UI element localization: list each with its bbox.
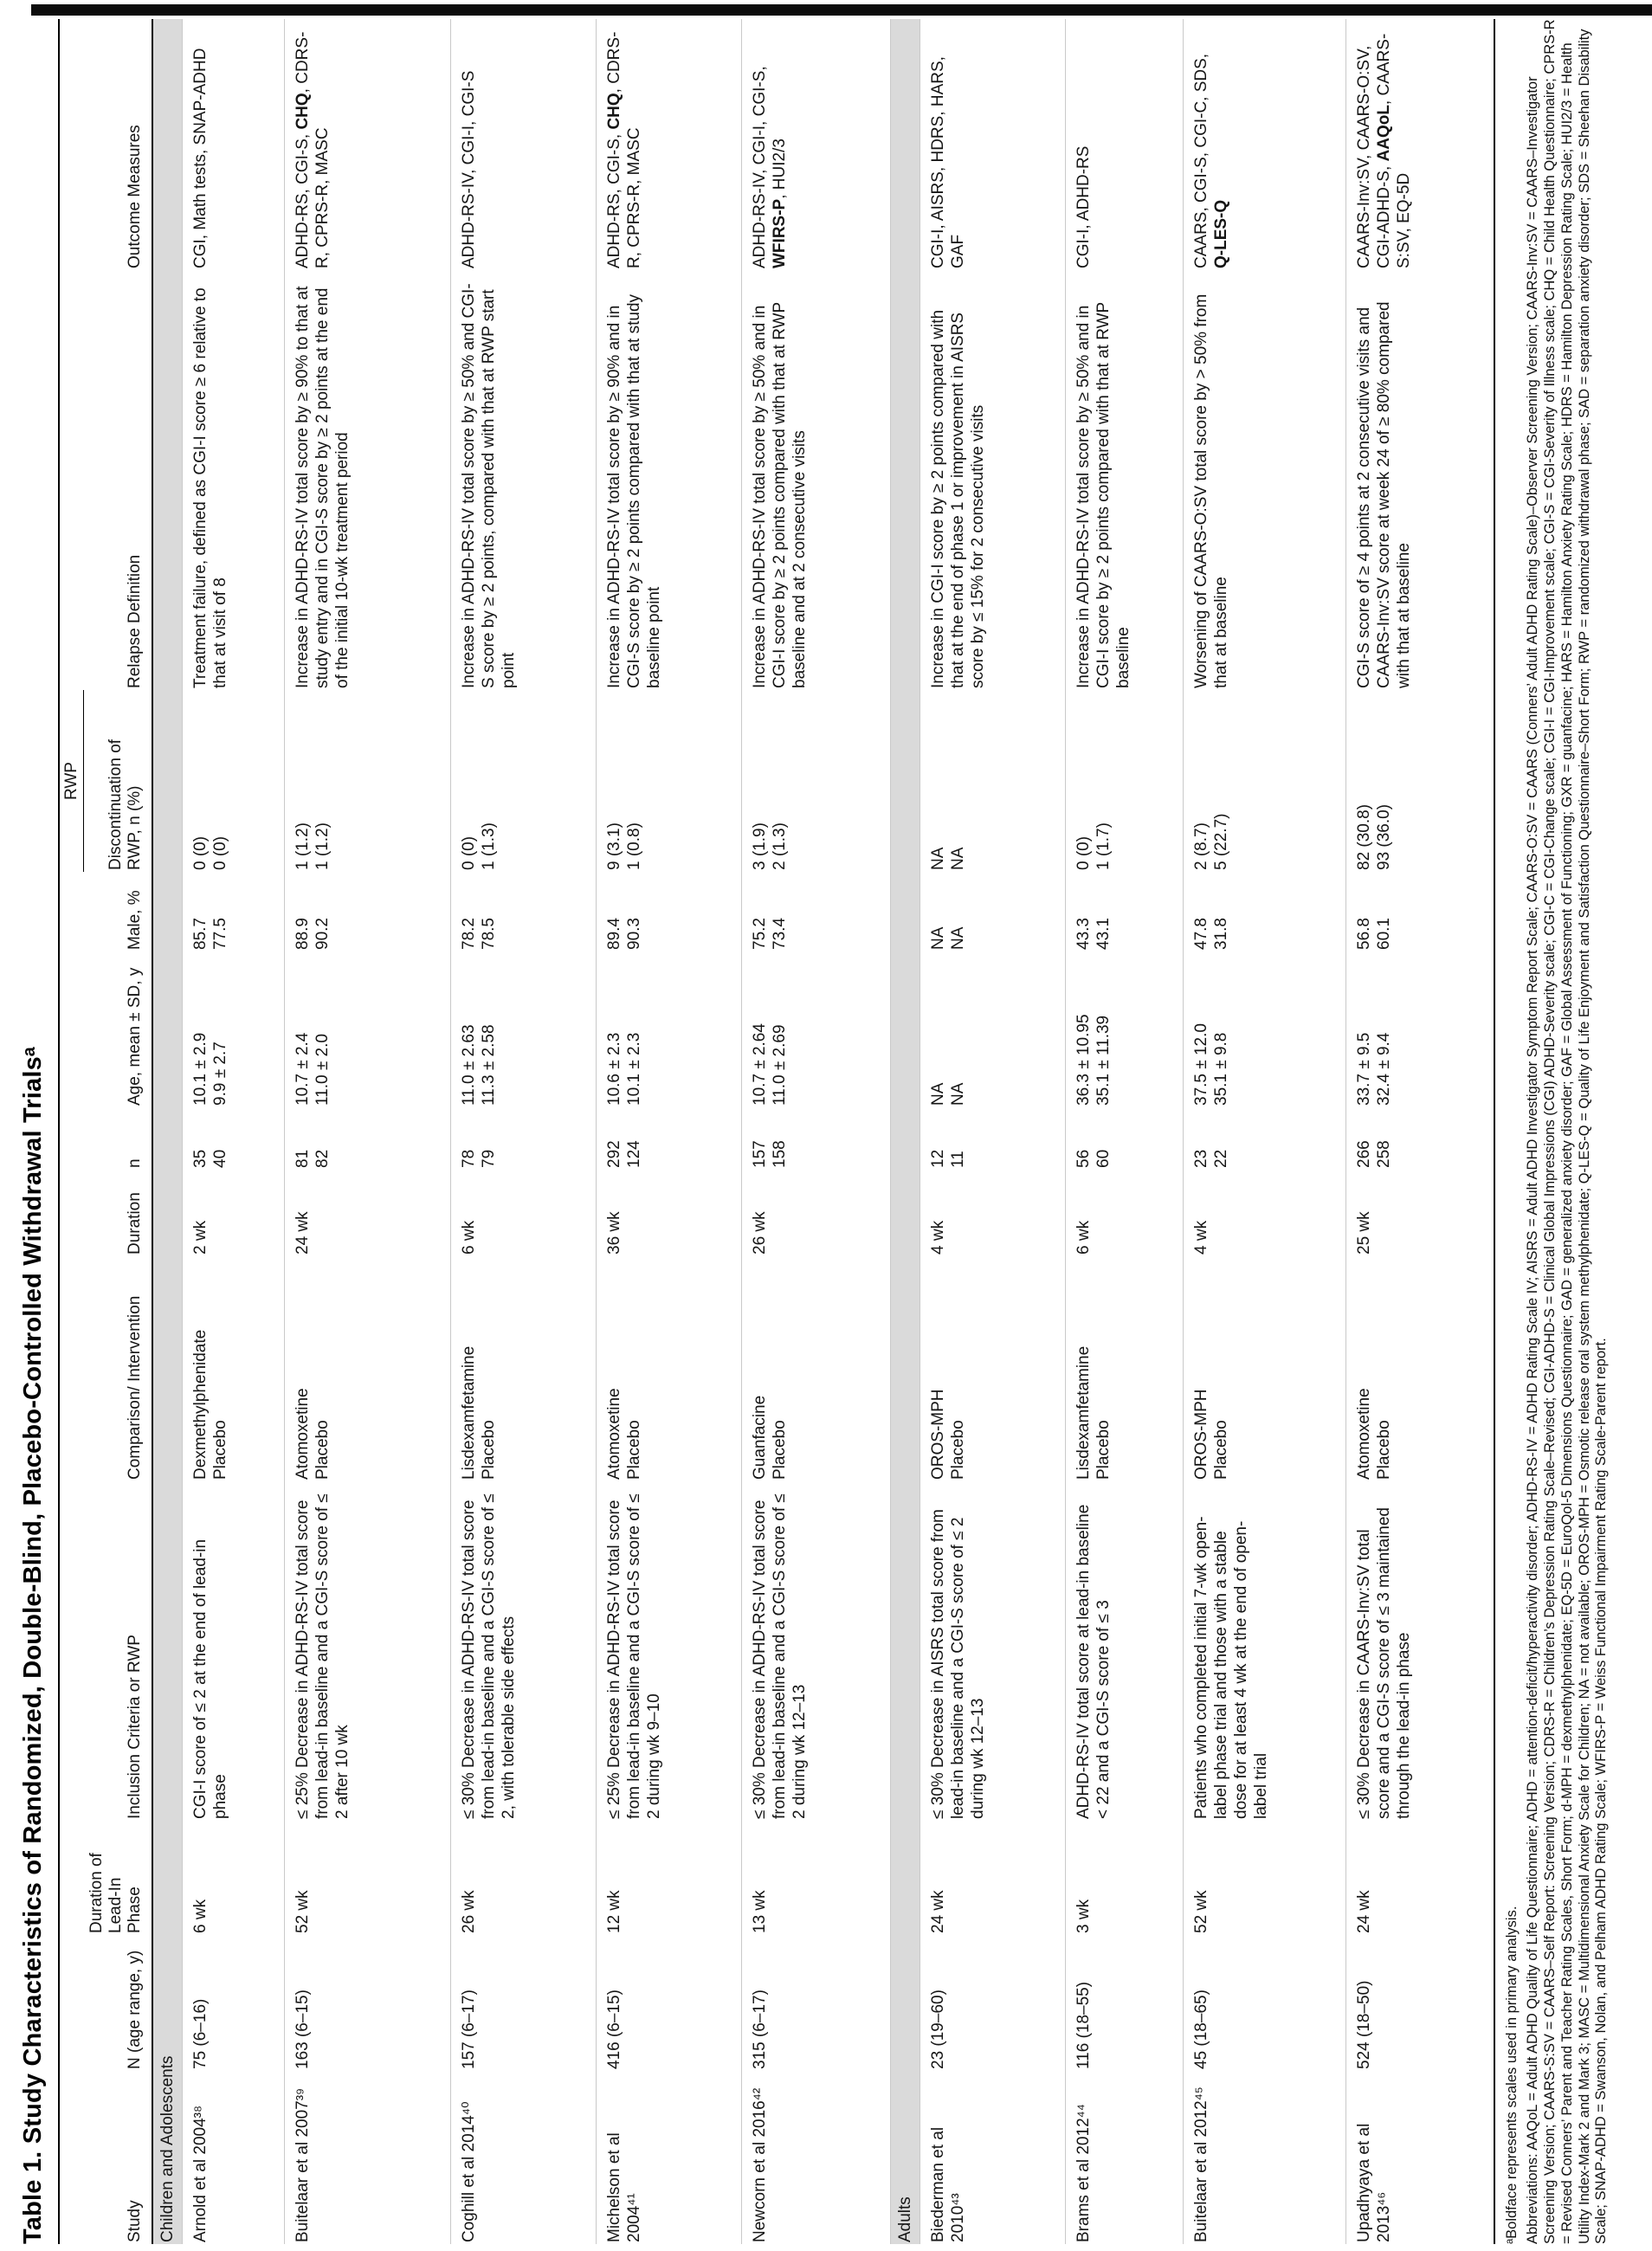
cell-outcome: CGI-I, ADHD-RS xyxy=(1065,19,1183,270)
male-arm1: 43.3 xyxy=(1074,918,1093,950)
cell-inclusion: ≤ 25% Decrease in ADHD-RS-IV total score from lead-in baseline and a CGI-S score of ≤ 2 after 10 wk xyxy=(284,1481,450,1821)
cell-age xyxy=(450,951,596,1107)
section-adults xyxy=(890,19,920,2244)
age-arm1: NA xyxy=(928,1082,947,1106)
arm-placebo: Placebo xyxy=(949,1420,968,1480)
col-header-n-age: N (age range, y) xyxy=(84,1935,152,2071)
study-row xyxy=(1345,19,1494,2244)
disc-arm1: 1 (1.2) xyxy=(293,822,312,870)
n-arm2: 11 xyxy=(949,1151,968,1168)
male-arm2: 90.3 xyxy=(624,918,643,950)
age-arm2: 9.9 ± 2.7 xyxy=(210,1042,229,1106)
col-header-outcome: Outcome Measures xyxy=(84,19,152,270)
col-header-study: Study xyxy=(84,2071,152,2244)
age-arm1: 11.0 ± 2.63 xyxy=(459,1024,478,1106)
arm-drug: Atomoxetine xyxy=(293,1388,312,1480)
male-arm2: NA xyxy=(949,926,968,950)
male-arm2: 60.1 xyxy=(1375,918,1394,950)
cell-male xyxy=(182,872,284,951)
disc-arm2: 2 (1.3) xyxy=(770,822,789,870)
cell-relapse: Increase in ADHD-RS-IV total score by ≥ 90% to that at study entry and in CGI-S score by ≥ 2 points at the end of the initial 10-wk treatment period xyxy=(284,270,450,690)
cell-leadin: 26 wk xyxy=(450,1821,596,1935)
arm-placebo: Placebo xyxy=(624,1420,643,1480)
cell-n xyxy=(1345,1107,1494,1170)
cell-n-age: 75 (6–16) xyxy=(182,1935,284,2071)
arm-drug: Atomoxetine xyxy=(1354,1388,1373,1480)
disc-arm1: 2 (8.7) xyxy=(1191,822,1210,870)
table-title: Table 1. Study Characteristics of Randomized, Double-Blind, Placebo-Controlled Withdrawal Trialsᵃ xyxy=(19,1046,47,2244)
col-header-age: Age, mean ± SD, y xyxy=(84,951,152,1107)
rotated-table-container xyxy=(17,19,1636,2244)
cell-outcome: CAARS, CGI-S, CGI-C, SDS, Q-LES-Q xyxy=(1183,19,1345,270)
n-arm2: 124 xyxy=(624,1140,643,1168)
col-header-relapse: Relapse Definition xyxy=(84,270,152,690)
cell-leadin: 6 wk xyxy=(182,1821,284,1935)
section-children-label: Children and Adolescents xyxy=(152,19,183,2244)
cell-comparison xyxy=(1065,1256,1183,1481)
arm-drug: Lisdexamfetamine xyxy=(459,1345,478,1480)
cell-duration: 24 wk xyxy=(284,1170,450,1256)
arm-placebo: Placebo xyxy=(1375,1420,1394,1480)
arm-placebo: Placebo xyxy=(313,1420,332,1480)
cell-outcome: CGI, Math tests, SNAP-ADHD xyxy=(182,19,284,270)
arm-placebo: Placebo xyxy=(770,1420,789,1480)
cell-duration: 26 wk xyxy=(741,1170,890,1256)
study-row xyxy=(920,19,1065,2244)
cell-relapse: Increase in CGI-I score by ≥ 2 points compared with that at the end of phase 1 or improvement in AISRS score by ≤ 15% for 2 consecutive visits xyxy=(920,270,1065,690)
n-arm1: 23 xyxy=(1191,1149,1210,1168)
disc-arm2: 1 (1.7) xyxy=(1094,822,1113,870)
cell-inclusion: ≤ 30% Decrease in CAARS-Inv:SV total score and a CGI-S score of ≤ 3 maintained through the lead-in phase xyxy=(1345,1481,1494,1821)
cell-comparison xyxy=(450,1256,596,1481)
cell-relapse: CGI-S score of ≥ 4 points at 2 consecutive visits and CAARS-Inv:SV score at week 24 of ≥ 80% compared with that at baseline xyxy=(1345,270,1494,690)
cell-relapse: Increase in ADHD-RS-IV total score by ≥ 90% and in CGI-S score by ≥ 2 points compared with that at study baseline point xyxy=(596,270,741,690)
age-arm2: 35.1 ± 9.8 xyxy=(1212,1032,1231,1106)
cell-male xyxy=(596,872,741,951)
disc-arm1: 0 (0) xyxy=(459,835,478,870)
arm-placebo: Placebo xyxy=(1094,1420,1113,1480)
cell-age xyxy=(1065,951,1183,1107)
study-row xyxy=(596,19,741,2244)
cell-comparison xyxy=(1183,1256,1345,1481)
study-row xyxy=(284,19,450,2244)
column-header-row xyxy=(84,19,152,2244)
male-arm1: NA xyxy=(928,926,947,950)
cell-n xyxy=(920,1107,1065,1170)
study-row xyxy=(182,19,284,2244)
n-arm1: 78 xyxy=(459,1149,478,1168)
cell-n xyxy=(182,1107,284,1170)
cell-study: Upadhyaya et al 2013⁴⁶ xyxy=(1345,2071,1494,2244)
spanner-spacer xyxy=(59,872,84,2244)
male-arm2: 77.5 xyxy=(210,918,229,950)
cell-relapse: Increase in ADHD-RS-IV total score by ≥ 50% and in CGI-I score by ≥ 2 points compared with that at RWP baseline and at 2 consecutive visits xyxy=(741,270,890,690)
male-arm2: 78.5 xyxy=(479,918,498,950)
rwp-spanner-label: RWP xyxy=(59,690,84,872)
disc-arm1: 82 (30.8) xyxy=(1354,803,1373,870)
section-adults-label: Adults xyxy=(890,19,920,2244)
cell-age xyxy=(1345,951,1494,1107)
col-header-duration: Duration xyxy=(84,1170,152,1256)
cell-n-age: 315 (6–17) xyxy=(741,1935,890,2071)
cell-discontinuation xyxy=(450,690,596,872)
arm-drug: OROS-MPH xyxy=(1191,1389,1210,1480)
cell-n xyxy=(284,1107,450,1170)
age-arm1: 36.3 ± 10.95 xyxy=(1074,1014,1093,1106)
cell-relapse: Treatment failure, defined as CGI-I score ≥ 6 relative to that at visit of 8 xyxy=(182,270,284,690)
arm-placebo: Placebo xyxy=(210,1420,229,1480)
age-arm2: 10.1 ± 2.3 xyxy=(624,1032,643,1106)
cell-leadin: 24 wk xyxy=(1345,1821,1494,1935)
age-arm2: 11.0 ± 2.69 xyxy=(770,1024,789,1106)
n-arm2: 22 xyxy=(1212,1149,1231,1168)
cell-leadin: 52 wk xyxy=(1183,1821,1345,1935)
cell-duration: 6 wk xyxy=(450,1170,596,1256)
cell-n-age: 23 (19–60) xyxy=(920,1935,1065,2071)
col-header-male: Male, % xyxy=(84,872,152,951)
cell-comparison xyxy=(920,1256,1065,1481)
arm-drug: Atomoxetine xyxy=(604,1388,623,1480)
age-arm1: 10.1 ± 2.9 xyxy=(190,1032,210,1106)
n-arm2: 79 xyxy=(479,1149,498,1168)
cell-comparison xyxy=(182,1256,284,1481)
cell-relapse: Increase in ADHD-RS-IV total score by ≥ 50% and CGI-S score by ≥ 2 points, compared with that at RWP start point xyxy=(450,270,596,690)
n-arm2: 82 xyxy=(313,1149,332,1168)
cell-age xyxy=(920,951,1065,1107)
cell-comparison xyxy=(284,1256,450,1481)
cell-leadin: 13 wk xyxy=(741,1821,890,1935)
cell-male xyxy=(450,872,596,951)
cell-discontinuation xyxy=(1065,690,1183,872)
disc-arm2: 93 (36.0) xyxy=(1375,803,1394,870)
male-arm1: 78.2 xyxy=(459,918,478,950)
cell-duration: 4 wk xyxy=(1183,1170,1345,1256)
cell-leadin: 52 wk xyxy=(284,1821,450,1935)
study-row xyxy=(1183,19,1345,2244)
cell-male xyxy=(1065,872,1183,951)
arm-placebo: Placebo xyxy=(479,1420,498,1480)
cell-n xyxy=(450,1107,596,1170)
study-row xyxy=(1065,19,1183,2244)
age-arm1: 10.7 ± 2.4 xyxy=(293,1032,312,1106)
cell-inclusion: ≤ 30% Decrease in ADHD-RS-IV total score from lead-in baseline and a CGI-S score of ≤ 2 during wk 12–13 xyxy=(741,1481,890,1821)
cell-comparison xyxy=(596,1256,741,1481)
disc-arm1: 9 (3.1) xyxy=(604,822,623,870)
age-arm2: 11.0 ± 2.0 xyxy=(313,1034,332,1106)
cell-comparison xyxy=(741,1256,890,1481)
arm-drug: OROS-MPH xyxy=(928,1389,947,1480)
cell-inclusion: CGI-I score of ≤ 2 at the end of lead-in phase xyxy=(182,1481,284,1821)
male-arm1: 85.7 xyxy=(190,918,210,950)
arm-drug: Guanfacine xyxy=(750,1395,769,1480)
cell-outcome: CAARS-Inv:SV, CAARS-O:SV, CGI-ADHD-S, AAQoL, CAARS-S:SV, EQ-5D xyxy=(1345,19,1494,270)
n-arm1: 266 xyxy=(1354,1140,1373,1168)
male-arm1: 47.8 xyxy=(1191,918,1210,950)
study-row xyxy=(741,19,890,2244)
cell-outcome: ADHD-RS-IV, CGI-I, CGI-S, WFIRS-P, HUI2/3 xyxy=(741,19,890,270)
cell-study: Biederman et al 2010⁴³ xyxy=(920,2071,1065,2244)
cell-duration: 4 wk xyxy=(920,1170,1065,1256)
cell-inclusion: ≤ 30% Decrease in AISRS total score from lead-in baseline and a CGI-S score of ≤ 2 during wk 12–13 xyxy=(920,1481,1065,1821)
study-row xyxy=(450,19,596,2244)
cell-study: Arnold et al 2004³⁸ xyxy=(182,2071,284,2244)
landscape-table-page xyxy=(17,19,1636,2244)
cell-leadin: 3 wk xyxy=(1065,1821,1183,1935)
cell-discontinuation xyxy=(182,690,284,872)
footnote-abbreviations: Abbreviations: AAQoL = Adult ADHD Quality of Life Questionnaire; ADHD = attention-deficit/hyperactivity disorder; ADHD-RS-IV = ADHD Rating Scale IV; AISRS = Adult ADHD Investigator Symptom Report Scale; CAARS-O:SV = CAARS (Conners’ Adult ADHD Rating Scale)–Observer Screening Version; CAARS-Inv:SV = CAARS–Investigator Screening Version; CAARS-S:SV = CAARS–Self Report: Screening Version; CDRS-R = Children’s Depression Rating Scale–Revised; CGI-ADHD-S = Clinical Global Impressions (CGI) ADHD-Severity scale; CGI-C = CGI-Change scale; CGI-I = CGI-Improvement scale; CGI-S = CGI-Severity of Illness scale; CHQ = Child Health Questionnaire; CPRS-R = Revised Conners’ Parent and Teacher Rating Scales, Short Form; d-MPH = dexmethylphenidate; EQ-5D = EuroQol-5 Dimensions Questionnaire; GAD = generalized anxiety disorder; GAF = Global Assessment of Functioning; GXR = guanfacine; HARS = Hamilton Anxiety Rating Scale; HDRS = Hamilton Depression Rating Scale; HUI2/3 = Health Utility Index-Mark 2 and Mark 3; MASC = Multidimensional Anxiety Scale for Children; NA = not available; OROS-MPH = Osmotic release oral system methylphenidate; Q-LES-Q = Quality of Life Enjoyment and Satisfaction Questionnaire–Short Form; RWP = randomized withdrawal phase; SAD = separation anxiety disorder; SDS = Sheehan Disability Scale; SNAP-ADHD = Swanson, Nolan, and Pelham ADHD Rating Scale; WFIRS-P = Weiss Functional Impairment Rating Scale-Parent report. xyxy=(1525,19,1610,2244)
cell-n xyxy=(1065,1107,1183,1170)
cell-age xyxy=(182,951,284,1107)
male-arm1: 75.2 xyxy=(750,918,769,950)
cell-leadin: 12 wk xyxy=(596,1821,741,1935)
col-header-discontinuation: Discontinuation of RWP, n (%) xyxy=(84,690,152,872)
arm-drug: Lisdexamfetamine xyxy=(1074,1345,1093,1480)
cell-male xyxy=(920,872,1065,951)
disc-arm2: 5 (22.7) xyxy=(1212,813,1231,870)
cell-discontinuation xyxy=(284,690,450,872)
n-arm1: 81 xyxy=(293,1149,312,1168)
cell-inclusion: ≤ 25% Decrease in ADHD-RS-IV total score from lead-in baseline and a CGI-S score of ≤ 2 during wk 9–10 xyxy=(596,1481,741,1821)
cell-discontinuation xyxy=(1183,690,1345,872)
cell-n-age: 416 (6–15) xyxy=(596,1935,741,2071)
male-arm2: 43.1 xyxy=(1094,918,1113,950)
cell-relapse: Worsening of CAARS-O:SV total score by > 50% from that at baseline xyxy=(1183,270,1345,690)
cell-duration: 36 wk xyxy=(596,1170,741,1256)
cell-study: Brams et al 2012⁴⁴ xyxy=(1065,2071,1183,2244)
cell-male xyxy=(1183,872,1345,951)
col-header-inclusion: Inclusion Criteria or RWP xyxy=(84,1481,152,1821)
male-arm1: 56.8 xyxy=(1354,918,1373,950)
n-arm2: 258 xyxy=(1375,1140,1394,1168)
cell-comparison xyxy=(1345,1256,1494,1481)
col-header-n: n xyxy=(84,1107,152,1170)
cell-discontinuation xyxy=(1345,690,1494,872)
disc-arm2: 1 (1.3) xyxy=(479,822,498,870)
disc-arm2: NA xyxy=(949,847,968,870)
cell-outcome: CGI-I, AISRS, HDRS, HARS, GAF xyxy=(920,19,1065,270)
study-characteristics-table xyxy=(58,19,1495,2244)
cell-duration: 25 wk xyxy=(1345,1170,1494,1256)
cell-outcome: ADHD-RS, CGI-S, CHQ, CDRS-R, CPRS-R, MASC xyxy=(284,19,450,270)
disc-arm2: 1 (1.2) xyxy=(313,822,332,870)
page-top-rule xyxy=(31,4,1652,16)
col-header-leadin: Duration of Lead-In Phase xyxy=(84,1821,152,1935)
cell-inclusion: Patients who completed initial 7-wk open-label phase trial and those with a stable dose for at least 4 wk at the end of open-label trial xyxy=(1183,1481,1345,1821)
cell-leadin: 24 wk xyxy=(920,1821,1065,1935)
disc-arm2: 1 (0.8) xyxy=(624,822,643,870)
male-arm1: 89.4 xyxy=(604,918,623,950)
cell-study: Buitelaar et al 2007³⁹ xyxy=(284,2071,450,2244)
age-arm2: NA xyxy=(949,1082,968,1106)
rwp-spanner-row xyxy=(59,19,84,2244)
cell-n-age: 116 (18–55) xyxy=(1065,1935,1183,2071)
n-arm1: 157 xyxy=(750,1140,769,1168)
cell-male xyxy=(741,872,890,951)
male-arm2: 90.2 xyxy=(313,918,332,950)
cell-n-age: 163 (6–15) xyxy=(284,1935,450,2071)
cell-n-age: 45 (18–65) xyxy=(1183,1935,1345,2071)
n-arm2: 40 xyxy=(210,1149,229,1168)
cell-n xyxy=(1183,1107,1345,1170)
n-arm1: 12 xyxy=(928,1149,947,1168)
disc-arm1: 0 (0) xyxy=(190,835,210,870)
spanner-spacer xyxy=(59,19,84,690)
cell-study: Newcorn et al 2016⁴² xyxy=(741,2071,890,2244)
footnote-primary: ᵃBoldface represents scales used in primary analysis. xyxy=(1504,1906,1520,2244)
arm-placebo: Placebo xyxy=(1212,1420,1231,1480)
n-arm1: 292 xyxy=(604,1140,623,1168)
n-arm1: 56 xyxy=(1074,1149,1093,1168)
cell-study: Michelson et al 2004⁴¹ xyxy=(596,2071,741,2244)
age-arm1: 33.7 ± 9.5 xyxy=(1354,1032,1373,1106)
age-arm1: 10.7 ± 2.64 xyxy=(750,1023,769,1106)
cell-inclusion: ADHD-RS-IV total score at lead-in baseline < 22 and a CGI-S score of ≤ 3 xyxy=(1065,1481,1183,1821)
table-footnotes xyxy=(1504,19,1610,2244)
age-arm2: 35.1 ± 11.39 xyxy=(1094,1015,1113,1106)
cell-n-age: 157 (6–17) xyxy=(450,1935,596,2071)
cell-n-age: 524 (18–50) xyxy=(1345,1935,1494,2071)
cell-relapse: Increase in ADHD-RS-IV total score by ≥ 50% and in CGI-I score by ≥ 2 points compared with that at RWP baseline xyxy=(1065,270,1183,690)
arm-drug: Dexmethylphenidate xyxy=(190,1329,210,1480)
section-children xyxy=(152,19,183,2244)
disc-arm1: NA xyxy=(928,847,947,870)
disc-arm2: 0 (0) xyxy=(210,835,229,870)
n-arm2: 158 xyxy=(770,1140,789,1168)
cell-male xyxy=(284,872,450,951)
cell-study: Buitelaar et al 2012⁴⁵ xyxy=(1183,2071,1345,2244)
male-arm2: 31.8 xyxy=(1212,918,1231,950)
cell-inclusion: ≤ 30% Decrease in ADHD-RS-IV total score from lead-in baseline and a CGI-S score of ≤ 2, with tolerable side effects xyxy=(450,1481,596,1821)
cell-discontinuation xyxy=(596,690,741,872)
disc-arm1: 3 (1.9) xyxy=(750,822,769,870)
cell-age xyxy=(284,951,450,1107)
age-arm1: 10.6 ± 2.3 xyxy=(604,1032,623,1106)
age-arm1: 37.5 ± 12.0 xyxy=(1191,1023,1210,1106)
cell-male xyxy=(1345,872,1494,951)
male-arm2: 73.4 xyxy=(770,918,789,950)
cell-study: Coghill et al 2014⁴⁰ xyxy=(450,2071,596,2244)
cell-outcome: ADHD-RS-IV, CGI-I, CGI-S xyxy=(450,19,596,270)
n-arm2: 60 xyxy=(1094,1149,1113,1168)
cell-outcome: ADHD-RS, CGI-S, CHQ, CDRS-R, CPRS-R, MASC xyxy=(596,19,741,270)
age-arm2: 11.3 ± 2.58 xyxy=(479,1024,498,1106)
age-arm2: 32.4 ± 9.4 xyxy=(1375,1032,1394,1106)
cell-age xyxy=(741,951,890,1107)
cell-duration: 6 wk xyxy=(1065,1170,1183,1256)
cell-duration: 2 wk xyxy=(182,1170,284,1256)
cell-age xyxy=(1183,951,1345,1107)
male-arm1: 88.9 xyxy=(293,918,312,950)
cell-age xyxy=(596,951,741,1107)
cell-discontinuation xyxy=(741,690,890,872)
cell-n xyxy=(741,1107,890,1170)
cell-discontinuation xyxy=(920,690,1065,872)
cell-n xyxy=(596,1107,741,1170)
n-arm1: 35 xyxy=(190,1149,210,1168)
disc-arm1: 0 (0) xyxy=(1074,835,1093,870)
col-header-comparison: Comparison/ Intervention xyxy=(84,1256,152,1481)
